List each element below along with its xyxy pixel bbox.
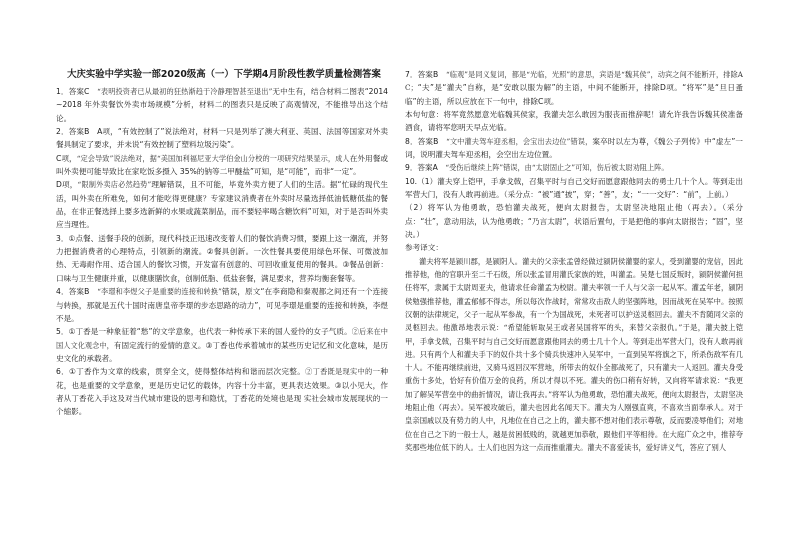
answer-10-2: （2）将军认为他勇敢，恐怕灌夫战死，便向太尉报告，太尉坚决地阻止他（再去）。（采分点：“壮”，意动用法，认为他勇敢；“乃言太尉”，状语后置句，于是把他的事向太尉报告；“固”，坚决。）	[405, 203, 743, 240]
answer-4: 4．答案B “李璟和李煜父子是重要的连接和转换”错误，原文“在李商隐和秦观都之间还有一个连接与转换，那就是五代十国时南唐皇帝李璟的步态思路的动力”，可见李璟是重要的连接和转换，李煜不是。	[56, 287, 388, 323]
answer-1: 1．答案C “表明投资者已从最初的狂热渐趋于冷静理智甚至退出”无中生有，结合材料二图表“2014~2018 年外卖餐饮外卖市场规模”分析，材料二的图表只是反映了高观情况，不能推导出这个结论。	[56, 87, 389, 123]
answer-7-meaning: 本句句意：将军竟然愿意光临魏其侯家，我灌夫怎么敢因为服丧而推辞呢！请允许我告诉魏其侯准备酒食，请将军您明天早点光临。	[405, 110, 743, 133]
answer-2: 2．答案B A项，“有效控制了”说法绝对，材料一只是列举了澳大利亚、英国、法国等国家对外卖餐具制定了要求，并未说“有效控制了塑料垃圾污染”。	[56, 127, 388, 150]
answer-2-c: C项，“定会导致”说法绝对，据“美国加利福尼亚大学伯金山分校的一项研究结果显示，成人在外用餐或叫外卖便可能导致比在家吃饭多摄入 35%的钠等二甲醚盐”可知，是“可能”，而非“一定”。	[56, 153, 388, 177]
answer-6: 6．①丁香作为文章的线索，贯穿全文，使得整体结构和谐而层次完整。②丁香既是现实中的一种花，也是重要的文学意象，更是历史记忆的载体，内容十分丰富，更具表达效果。③以小见大，作者从丁香花入手这及对当代城市建设的思考和隐忧，丁香花的处境也是现 实社会城市发展现状的一个缩影。	[56, 367, 388, 417]
document-title: 大庆实验中学实验一部2020级高（一）下学期4月阶段性教学质量检测答案	[67, 69, 381, 80]
right-column	[405, 68, 743, 454]
answer-10-1: 10.（1）灌夫穿上铠甲，手拿戈戟，召集平时与自己交好而愿意跟他同去的勇士几十个人。等到走出军营大门，没有人敢再前进。（采分点：“被”通“披”，穿；“善”，友；“一一交好”：“前”，上前。）	[405, 176, 743, 200]
translation-heading: 参考译文：	[405, 243, 443, 253]
left-column	[56, 85, 388, 419]
answer-2-d: D项，“限制外卖店必然趋势”理解错误，且不可能，毕竟外卖方便了人们的生活。据“忙碌的现代生活，叫外卖在所难免，如何才能吃得更健康？专家建议消费者在外卖时尽量选择低油低糖低盐的餐品，在非正餐选择上要多选新鲜的水果或蔬菜制品，而不要轻率喝含糖饮料”可知，对于是否叫外卖应当理性。	[56, 180, 388, 230]
answer-7: 7．答案B “临观”是同义复词，都是“光临，光照”的意思，宾语是“魏其侯”，动宾之间不能断开，排除AC；“夫”是“灌夫”自称，是“安敢以服为解”的主语，中间不能断开，排除D项。“将军”是“旦日蚤临”的主语，所以应放在下一句中，排除C项。	[405, 70, 743, 106]
answer-8: 8．答案B “文中灌夫驾车迎丞相，会宝出去边位”错误，案卒时以左为尊，《魏公子列传》中“虚左”一词，说明灌夫驾车迎丞相，会空出左边位置。	[405, 136, 743, 160]
translation-text: 灌夫将军是颍川郡，是颍阴人。灌夫的父亲张孟曾经做过颍阴侯灌婴的家人，受到灌婴的宠信，因此推荐他，他的官职升至二千石级，所以张孟冒用灌氏家族的姓，叫灌孟。吴楚七国反叛时，颍阴侯灌何担任将军，隶属于太尉周亚夫，他请求任命灌孟为校尉。灌夫率领一千人与父亲一起从军。灌孟年老，颍阴侯勉强推荐他，灌孟郁郁不得志，所以每次作战时，常常攻击敌人的坚强阵地，因而战死在吴军中。按照汉朝的法律规定，父子一起从军参战，有一个为国战死，未死者可以护送灵柩回去。灌夫不肯随同父亲的灵柩回去。他激昂地表示说：“希望能斩取吴王或者吴国将军的头，来替父亲报仇。”于是，灌夫披上铠甲，手拿戈戟，召集平时与自己交好而愿意跟他同去的勇士几十个人。等到走出军营大门，没有人敢再前进。只有两个人和灌夫手下的奴仆共十多个骑兵快速冲入吴军中，一直到吴军将旗之下，所杀伤敌军有几十人。不能再继续前进，又骑马返回汉军营地，所带去的奴仆全都战死了，只有灌夫一人返回。灌夫身受重伤十多处，恰好有价值万金的良药，所以才得以不死。灌夫的伤口稍有好转，又向将军请求说：“我更加了解吴军营垒中的曲折情况，请让我再去。”将军认为他勇敢，恐怕灌夫战死，便向太尉报告，太尉坚决地阻止他（再去）。吴军被攻破后，灌夫也因此名闻天下。灌夫为人刚强直爽，不喜欢当面奉承人。对于皇亲国戚以及有势力的人中，凡地位在自己之上的，灌夫都不想对他们表示尊敬，反而要凌辱他们；对地位在自己之下的一般士人，越是贫困低贱的，就越更加恭敬，跟他们平等相待。在大庭广众之中，推荐夸奖那些地位低下的人。士人们也因为这一点而推重灌夫。灌夫不喜爱读书，爱好讲义气，答应了别人	[405, 256, 743, 452]
answer-9: 9．答案A “受伤后继续上阵”错误，由“太尉固止之”可知，伤后被太尉劝阻上阵。	[405, 163, 669, 173]
answer-5: 5．①丁香是一种象征着“愁”的文学意象，也代表一种传承下来的国人爱怜的女子气质。②后来在中国人文化观念中，有固定流行的爱情的意义。③丁香也传承着城市的某些历史记忆和文化意味，是历史文化的承载者。	[56, 327, 388, 363]
answer-3: 3．①点餐、送餐手段的创新，现代科技正迅速改变着人们的餐饮消费习惯，要跟上这一潮流，并努力把握消费者的心理特点，引领新的潮流。②餐具创新。一次性餐具要使用绿色环保、可微波加热、无毒耐作用、适合国人的餐饮习惯，开发富有创意的、可回收重复使用的餐具。③餐品创新：口味与卫生健康并重，以健康膳饮食，创制低脂、低盐套餐，满足要求，营养均衡套餐等。	[56, 233, 388, 283]
